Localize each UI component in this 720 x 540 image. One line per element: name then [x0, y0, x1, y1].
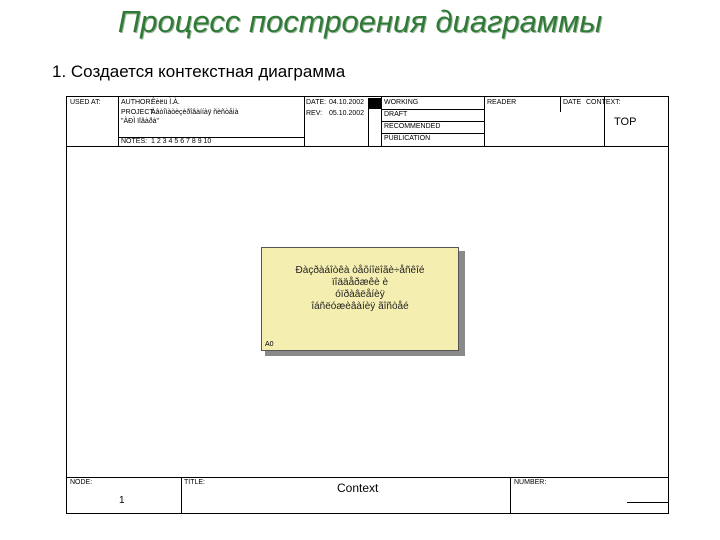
rev-value: 05.10.2002 [329, 110, 365, 117]
working-checkbox-filled [368, 98, 381, 109]
notes-label: NOTES: [121, 138, 148, 145]
author-value: Êèëü Ì.À. [151, 99, 180, 106]
node-value: 1 [119, 495, 125, 506]
page-subtitle: 1. Создается контекстная диаграмма [52, 62, 346, 81]
reader-date-label: DATE [563, 99, 582, 106]
draft-label: DRAFT [384, 111, 408, 118]
working-label: WORKING [384, 99, 419, 106]
node-label: NODE: [70, 479, 93, 486]
context-value: TOP [614, 116, 637, 128]
context-label: CONTEXT: [586, 99, 621, 106]
context-box-line-2: ïîääåðæêè è [331, 277, 389, 288]
reader-label: READER [487, 99, 517, 106]
header-divider-rdate [560, 97, 561, 112]
page-title: Процесс построения диаграммы [117, 4, 603, 39]
context-box-code: A0 [265, 341, 274, 348]
context-box-text [261, 265, 459, 313]
footer-divider-number [510, 477, 511, 513]
title-value: Context [337, 481, 379, 495]
recommended-label: RECOMMENDED [384, 123, 441, 130]
title-label: TITLE: [184, 479, 206, 486]
context-box-line-3: óïðàâëåíèÿ [335, 289, 385, 300]
status-check-column [368, 109, 369, 146]
date-value: 04.10.2002 [329, 99, 365, 106]
used-at-label: USED AT: [70, 99, 101, 106]
header-bottom-line [67, 146, 668, 147]
number-underline [627, 502, 668, 503]
footer-divider-title [181, 477, 182, 513]
number-label: NUMBER: [514, 479, 547, 486]
status-line-1 [381, 109, 484, 110]
publication-label: PUBLICATION [384, 135, 431, 142]
status-line-3 [381, 133, 484, 134]
project-value-2: "ÀÐÌ ïîâàðà" [121, 118, 160, 125]
date-label: DATE: [306, 99, 327, 106]
project-value: Àâòîìàòèçèðîâàííàÿ ñèñòåìà [151, 109, 239, 116]
header-divider-reader [484, 97, 485, 146]
context-box-line-4: îáñëóæèâàíèÿ ãîñòåé [311, 301, 409, 312]
author-label: AUTHOR: [121, 99, 153, 106]
project-label: PROJECT: [121, 109, 155, 116]
header-divider-date [304, 97, 305, 146]
status-line-2 [381, 121, 484, 122]
notes-value: 1 2 3 4 5 6 7 8 9 10 [151, 138, 212, 145]
rev-label: REV: [306, 110, 323, 117]
footer-top-line [67, 477, 668, 478]
context-box-line-1: Ðàçðàáîòêà òåõíîëîãè÷åñêîé [295, 265, 425, 276]
header-divider-used-at [118, 97, 119, 146]
